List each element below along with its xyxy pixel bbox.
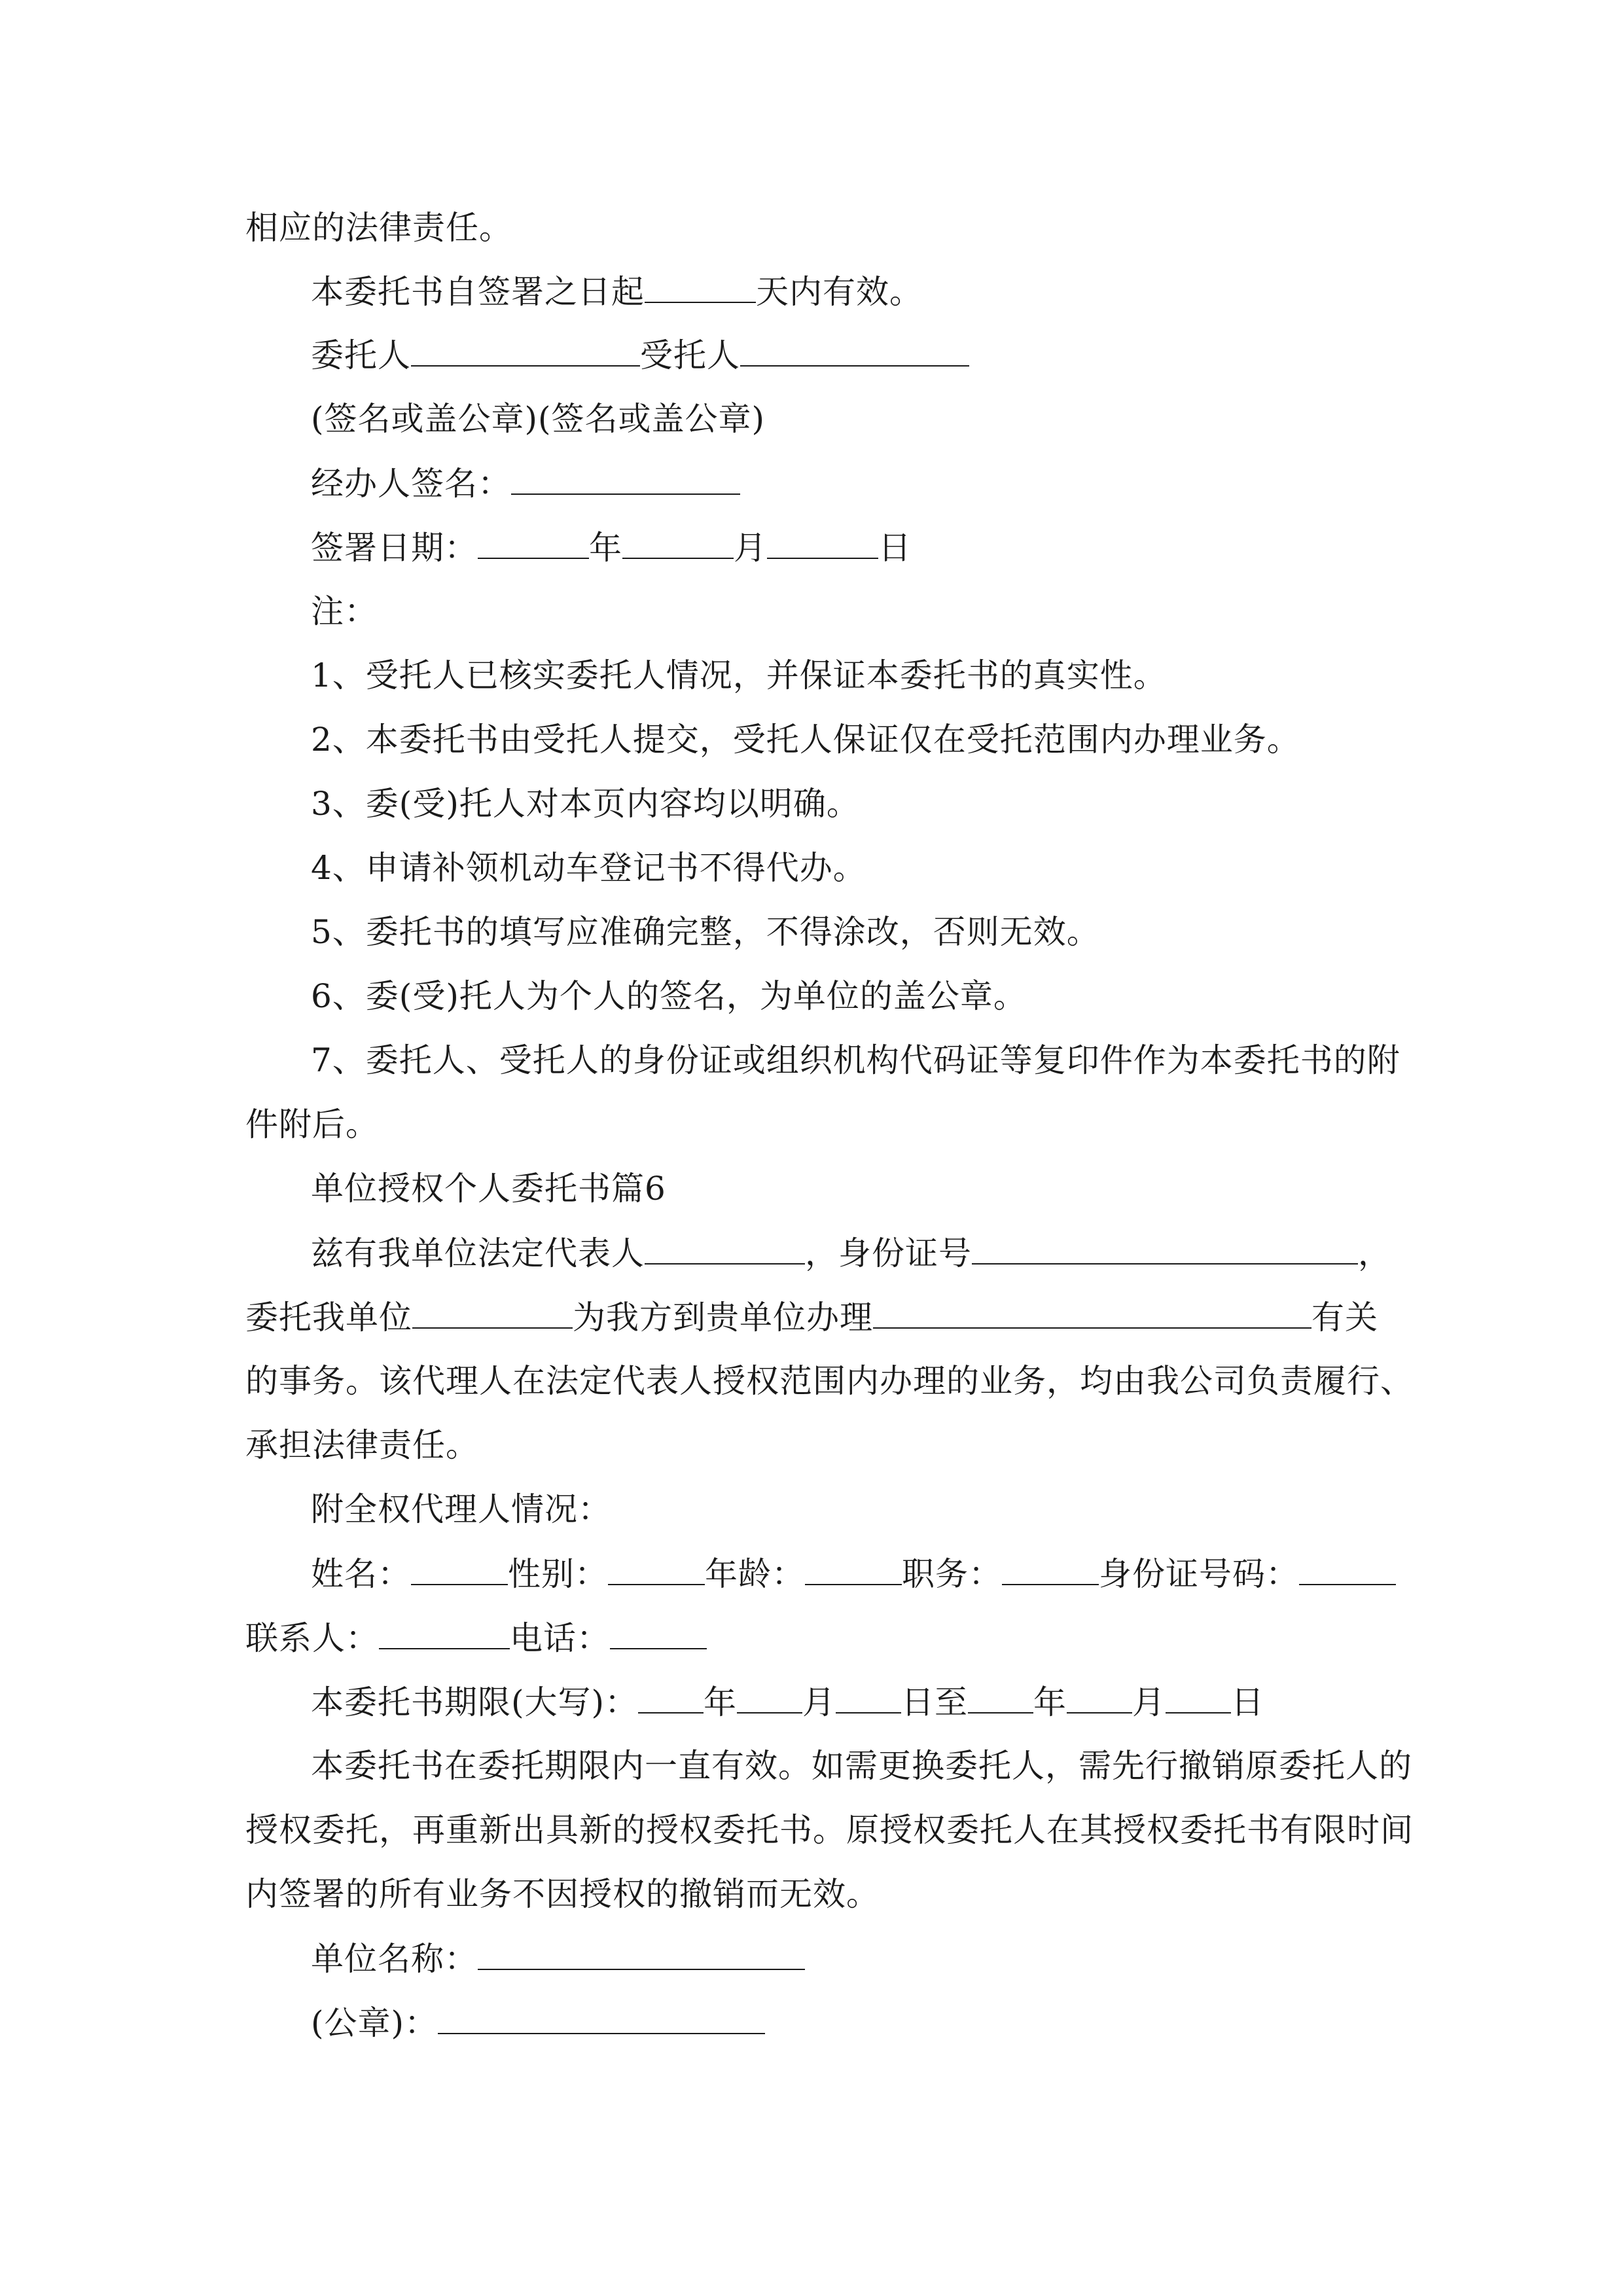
text-line: (签名或盖公章)(签名或盖公章) xyxy=(311,400,766,438)
id-card-blank[interactable] xyxy=(1299,1554,1396,1585)
gender-blank[interactable] xyxy=(608,1554,705,1585)
year-blank[interactable] xyxy=(478,528,589,559)
representative-line: 兹有我单位法定代表人 ，身份证号 ， xyxy=(311,1234,1391,1272)
note-item: 7、委托人、受托人的身份证或组织机构代码证等复印件作为本委托书的附 xyxy=(311,1041,1400,1079)
end-year-blank[interactable] xyxy=(968,1682,1033,1713)
seal-blank[interactable] xyxy=(438,2003,765,2034)
phone-blank[interactable] xyxy=(610,1618,707,1649)
text-line: 承担法律责任。 xyxy=(245,1426,479,1464)
agent-info-heading: 附全权代理人情况： xyxy=(311,1490,611,1528)
validity-line: 本委托书自签署之日起 天内有效。 xyxy=(311,273,923,311)
note-item: 6、委(受)托人为个人的签名，为单位的盖公章。 xyxy=(311,977,1027,1015)
text-line: 相应的法律责任。 xyxy=(245,209,512,247)
contact-person-blank[interactable] xyxy=(379,1618,510,1649)
text-line: 内签署的所有业务不因授权的撤销而无效。 xyxy=(245,1875,880,1913)
text-line: 授权委托，再重新出具新的授权委托书。原授权委托人在其授权委托书有限时间 xyxy=(245,1811,1414,1849)
days-blank[interactable] xyxy=(645,272,756,303)
matter-blank[interactable] xyxy=(873,1297,1311,1329)
end-day-blank[interactable] xyxy=(1166,1682,1231,1713)
notes-heading: 注： xyxy=(311,592,378,630)
text-line: 的事务。该代理人在法定代表人授权范围内办理的业务，均由我公司负责履行、 xyxy=(245,1362,1414,1400)
name-blank[interactable] xyxy=(411,1554,508,1585)
note-item-continued: 件附后。 xyxy=(245,1105,379,1143)
day-blank[interactable] xyxy=(767,528,878,559)
start-day-blank[interactable] xyxy=(836,1682,901,1713)
term-line: 本委托书期限(大写)： 年 月 日至 年 月 日 xyxy=(311,1683,1265,1721)
note-item: 2、本委托书由受托人提交，受托人保证仅在受托范围内办理业务。 xyxy=(311,721,1300,759)
legal-representative-blank[interactable] xyxy=(645,1233,805,1265)
position-blank[interactable] xyxy=(1002,1554,1099,1585)
note-item: 5、委托书的填写应准确完整，不得涂改，否则无效。 xyxy=(311,913,1100,951)
handler-signature-line: 经办人签名： xyxy=(311,463,740,503)
entrust-line: 委托我单位 为我方到贵单位办理 有关 xyxy=(245,1299,1378,1336)
text-line: 本委托书在委托期限内一直有效。如需更换委托人，需先行撤销原委托人的 xyxy=(311,1747,1412,1785)
sign-date-line: 签署日期： 年 月 日 xyxy=(311,529,912,567)
month-blank[interactable] xyxy=(622,528,734,559)
unit-person-blank[interactable] xyxy=(412,1297,573,1329)
agent-blank[interactable] xyxy=(740,335,969,367)
note-item: 4、申请补领机动车登记书不得代办。 xyxy=(311,849,866,887)
section-title: 单位授权个人委托书篇6 xyxy=(311,1170,666,1208)
unit-name-blank[interactable] xyxy=(478,1939,805,1970)
note-item: 1、受托人已核实委托人情况，并保证本委托书的真实性。 xyxy=(311,656,1167,694)
handler-signature-blank[interactable] xyxy=(511,463,740,495)
age-blank[interactable] xyxy=(805,1554,902,1585)
note-item: 3、委(受)托人对本页内容均以明确。 xyxy=(311,785,860,823)
unit-name-line: 单位名称： xyxy=(311,1939,805,1979)
principal-agent-line: 委托人 受托人 xyxy=(311,335,969,375)
contact-line: 联系人： 电话： xyxy=(245,1618,707,1658)
principal-blank[interactable] xyxy=(411,335,640,367)
seal-line: (公章)： xyxy=(311,2003,765,2043)
start-month-blank[interactable] xyxy=(737,1682,802,1713)
end-month-blank[interactable] xyxy=(1067,1682,1132,1713)
agent-info-line: 姓名： 性别： 年龄： 职务： 身份证号码： xyxy=(311,1554,1396,1594)
id-number-blank[interactable] xyxy=(972,1233,1358,1265)
start-year-blank[interactable] xyxy=(638,1682,704,1713)
